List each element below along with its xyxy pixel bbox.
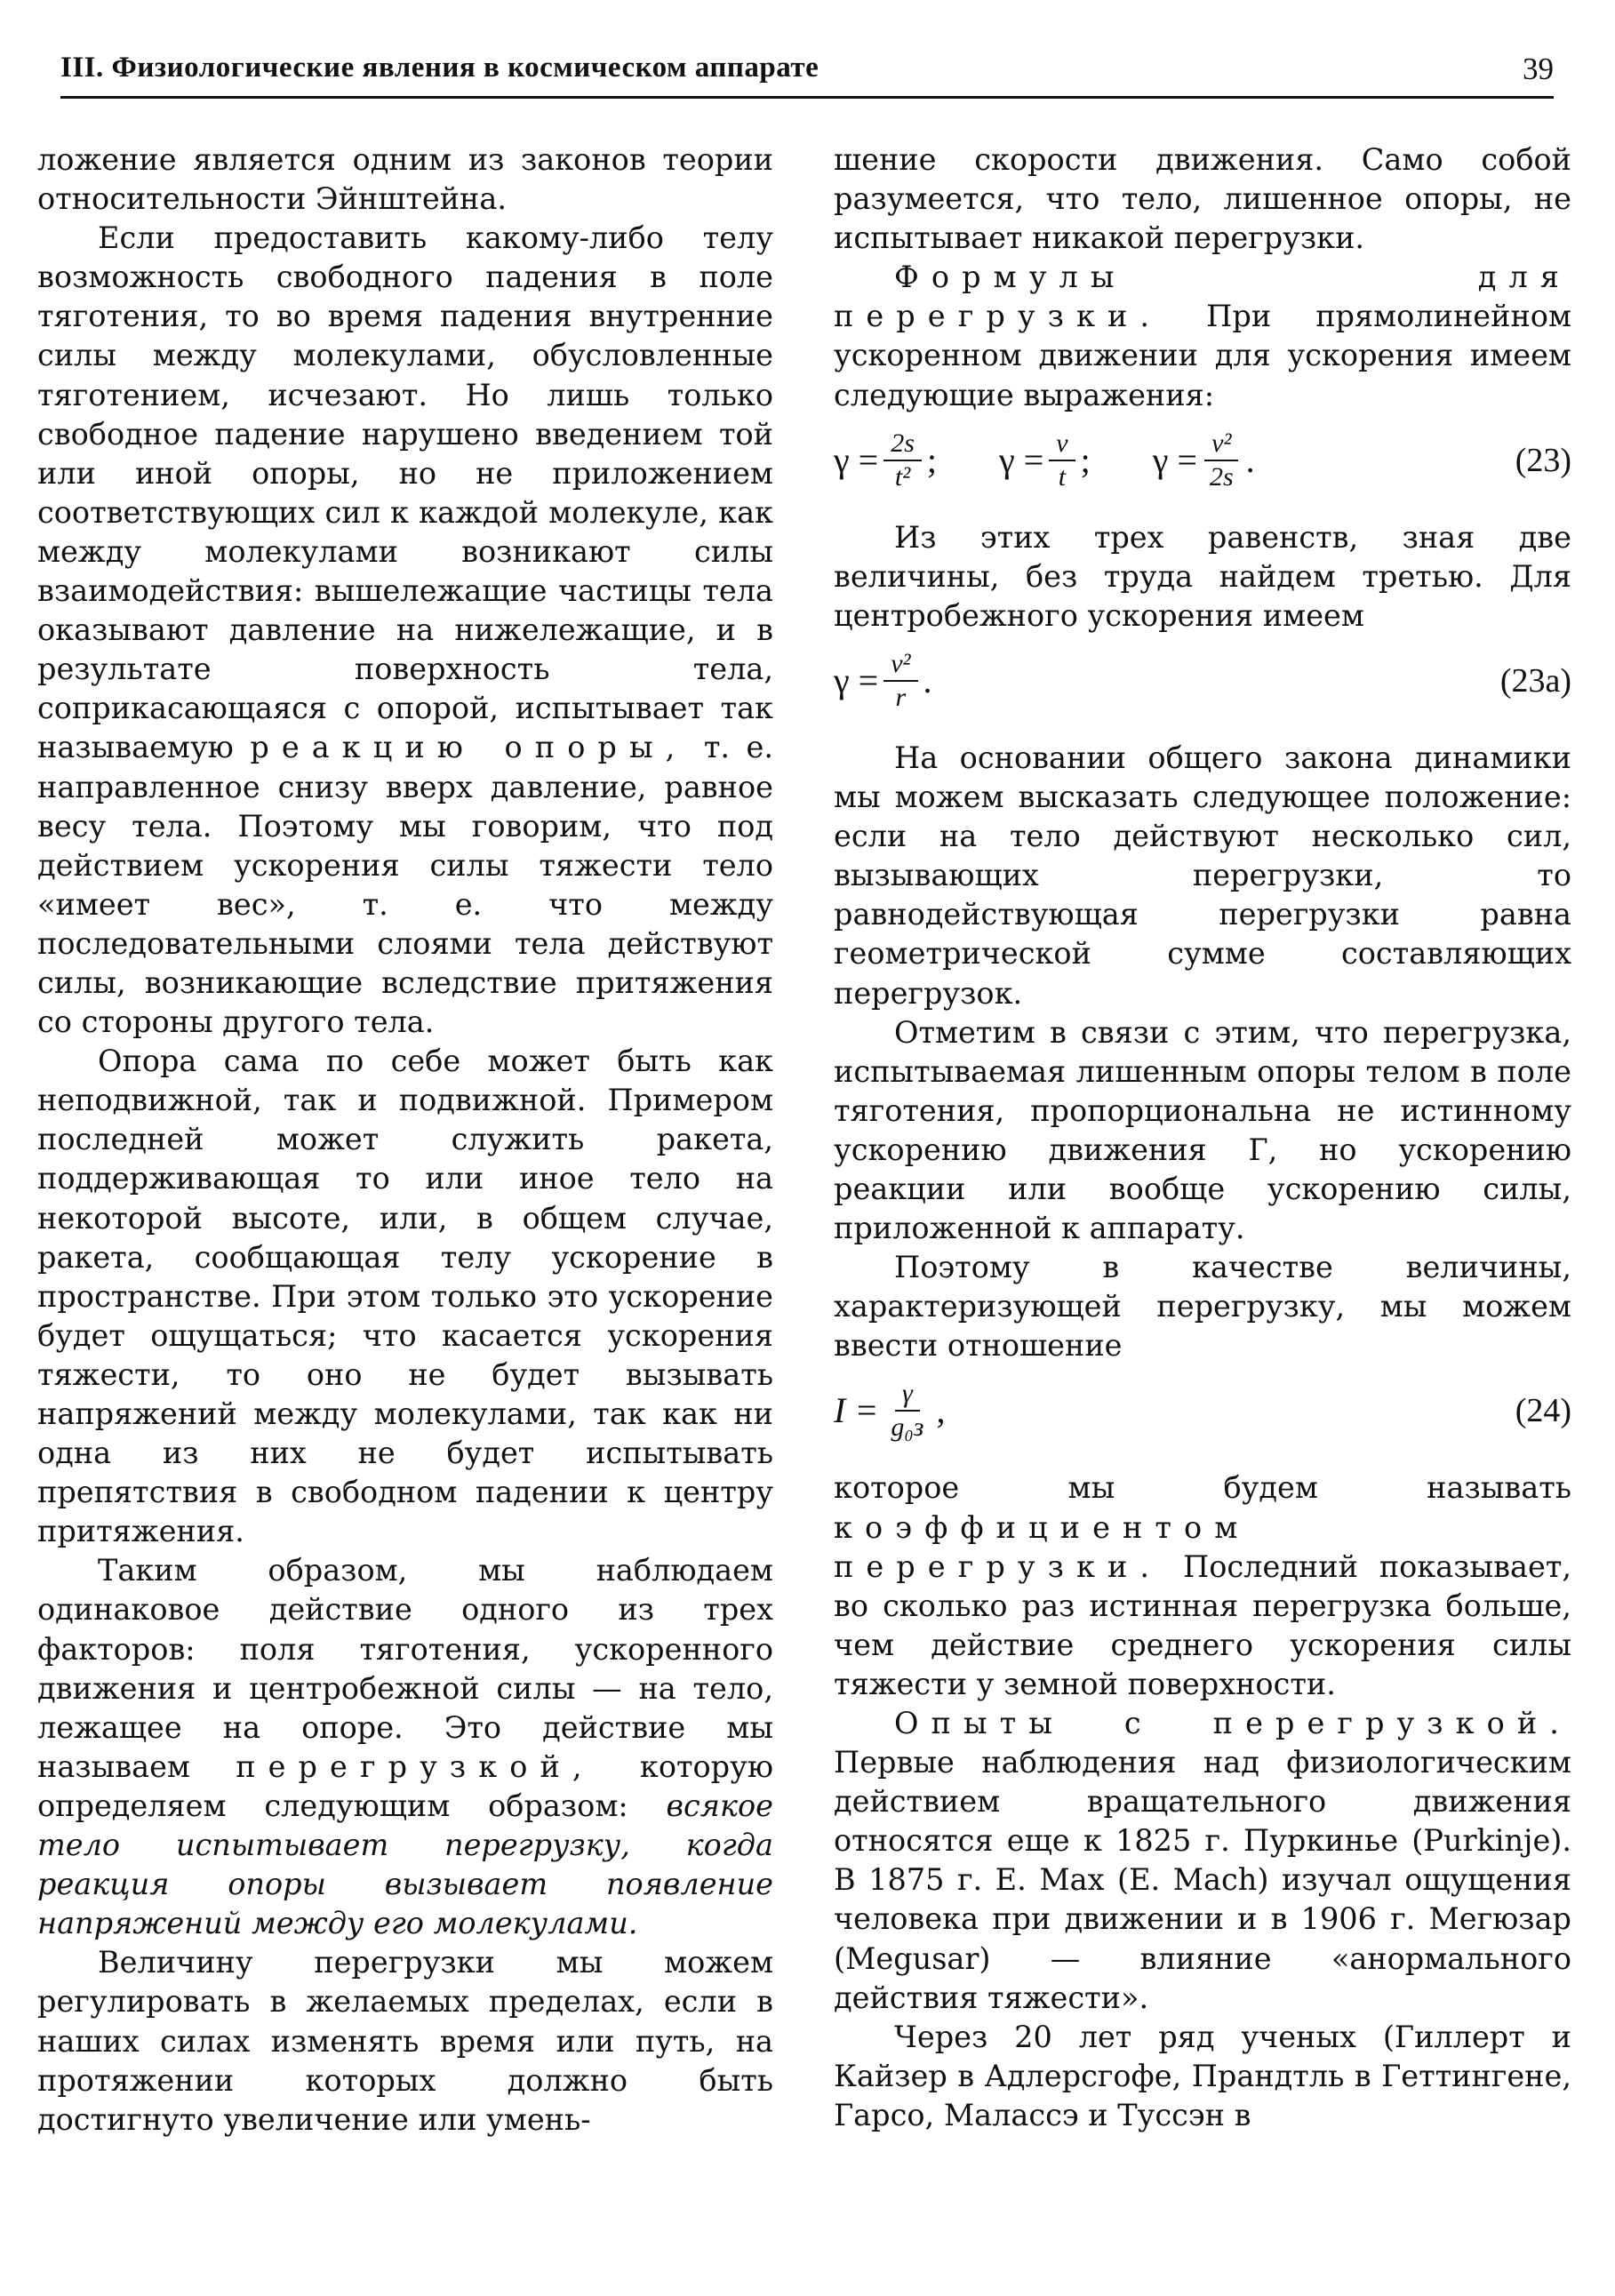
numerator: 2s: [883, 428, 922, 461]
equation-23a: [834, 641, 1571, 721]
paragraph: Опора сама по себе может быть как неподвижной, так и подвижной. Примером последней может служить ракета, поддерживающая то или иное тело на некоторой высоте, или, в общем случае, ракета, сообщающая телу ускорение в пространстве. При этом только это ускорение будет ощущаться; что касается ускорения тяжести, то оно не будет вызывать напряжений между молекулами, так как ни одна из них не будет испытывать препятствия в свободном падении к центру притяжения.: [37, 1044, 773, 1549]
numerator: γ: [895, 1378, 920, 1412]
paragraph: Отметим в связи с этим, что перегрузка, испытываемая лишенным опоры телом в поле тяготения, пропорциональна не истинному ускорению движения Г, но ускорению реакции или вообще ускорению силы, приложенной к аппарату.: [834, 1014, 1571, 1246]
spaced-term: реакцию опоры,: [250, 730, 688, 765]
equation-lhs: I =: [834, 1390, 879, 1431]
fraction: [883, 428, 922, 493]
equation-24: [834, 1371, 1571, 1451]
paragraph: Поэтому в качестве величины, характеризующей перегрузку, мы можем ввести отношение: [834, 1250, 1571, 1364]
text-run: При прямолинейном ускоренном движении для ускорения имеем следующие выражения:: [834, 299, 1571, 412]
equation-number: (23): [1515, 441, 1571, 479]
paragraph: На основании общего закона динамики мы можем высказать следующее положение: если на тело действуют несколько сил, вызывающих перегрузки, то равнодействующая перегрузки равна геометрической сумме составляющих перегрузок.: [834, 740, 1571, 1011]
spaced-term: коэффициентом перегрузки.: [834, 1509, 1251, 1584]
text-run: которое мы будем называть: [834, 1470, 1571, 1506]
section-heading: Опыты с перегрузкой.: [894, 1706, 1571, 1740]
text-run: Если предоставить какому-либо телу возможность свободного падения в поле тяготения, то во время падения внутренние силы между молекулами, обусловленные тяготением, исчезают. Но лишь только свободное падение нарушено введением той или иной опоры, но не приложением соответствующих сил к каждой молекуле, как между молекулами возникают силы взаимодействия: вышележащие частицы тела оказывают давление на нижележащие, и в результате поверхность тела, соприкасающаяся с опорой, испытывает так называемую: [37, 220, 773, 765]
paragraph: [834, 1468, 1571, 1704]
text-run: Таким образом, мы наблюдаем одинаковое действие одного из трех факторов: поля тяготения, ускоренного движения и центробежной силы — на тело, лежащее на опоре. Это действие мы называем: [37, 1553, 773, 1784]
numerator: v²: [1204, 428, 1238, 461]
denominator: r: [895, 682, 907, 712]
header-rule: [60, 96, 1554, 99]
separator: .: [923, 660, 932, 700]
left-column: [37, 140, 773, 2140]
denominator: t²: [894, 461, 911, 492]
fraction: [1049, 428, 1075, 493]
numerator: v: [1049, 428, 1075, 461]
fraction: [883, 648, 917, 714]
right-column: [834, 140, 1571, 2135]
equation-lhs: γ =: [834, 660, 879, 700]
spaced-term: перегрузкой,: [236, 1748, 595, 1784]
paragraph: Величину перегрузки мы можем регулировать в желаемых пределах, если в наших силах изменять время или путь, на протяжении которых должно быть достигнуто увеличение или умень-: [37, 1945, 773, 2137]
paragraph: [37, 219, 773, 1042]
paragraph: ложение является одним из законов теории относительности Эйнштейна.: [37, 142, 773, 217]
paragraph: шение скорости движения. Само собой разумеется, что тело, лишенное опоры, не испытывает никакой перегрузки.: [834, 142, 1571, 256]
section-heading: Формулы для перегрузки.: [834, 260, 1571, 334]
fraction: [1203, 428, 1241, 493]
paragraph: [37, 1551, 773, 1943]
equation-number: (23a): [1499, 661, 1571, 700]
equation-lhs: γ =: [834, 439, 879, 480]
text-run: которую определяем следующим образом:: [37, 1748, 774, 1823]
paragraph: [834, 1704, 1571, 2018]
equation-lhs: γ =: [1152, 439, 1197, 480]
chapter-title: III. Физиологические явления в космическом аппарате: [60, 52, 819, 84]
numerator: v²: [883, 648, 917, 682]
denominator: g₀з: [891, 1412, 924, 1443]
page-number: 39: [1523, 52, 1554, 86]
running-header: [60, 52, 1554, 103]
italic-definition: всякое тело испытывает перегрузку, когда реакция опоры вызывает появление напряжений между его молекулами.: [37, 1788, 773, 1941]
equation-number: (24): [1515, 1392, 1571, 1430]
denominator: 2s: [1209, 461, 1234, 492]
paragraph: Из этих трех равенств, зная две величины, без труда найдем третью. Для центробежного ускорения имеем: [834, 519, 1571, 633]
separator: ;: [1080, 439, 1091, 480]
separator: .: [1245, 439, 1255, 480]
separator: ;: [926, 439, 938, 480]
text-run: Последний показывает, во сколько раз истинная перегрузка больше, чем действие среднего ускорения силы тяжести у земной поверхности.: [834, 1548, 1571, 1701]
text-run: т. е. направленное снизу вверх давление, равное весу тела. Поэтому мы говорим, что под действием ускорения силы тяжести тело «имеет вес», т. е. что между последовательными слоями тела действуют силы, возникающие вследствие притяжения со стороны другого тела.: [37, 730, 774, 1040]
separator: ,: [936, 1390, 946, 1431]
paragraph: Через 20 лет ряд ученых (Гиллерт и Кайзер в Адлерсгофе, Прандтль в Геттингене, Гарсо, Малассэ и Туссэн в: [834, 2019, 1571, 2132]
denominator: t: [1058, 461, 1067, 492]
equation-lhs: γ =: [999, 439, 1044, 480]
paragraph: [834, 258, 1571, 414]
fraction: [883, 1378, 931, 1444]
text-run: Первые наблюдения над физиологическим действием вращательного движения относятся еще к 1825 г. Пуркинье (Purkinje). В 1875 г. Е. Мах (E. Mach) изучал ощущения человека при движении и в 1906 г. Мегюзар (Megusar) — влияние «анормального действия тяжести».: [834, 1745, 1571, 2015]
equation-23: [834, 420, 1571, 500]
